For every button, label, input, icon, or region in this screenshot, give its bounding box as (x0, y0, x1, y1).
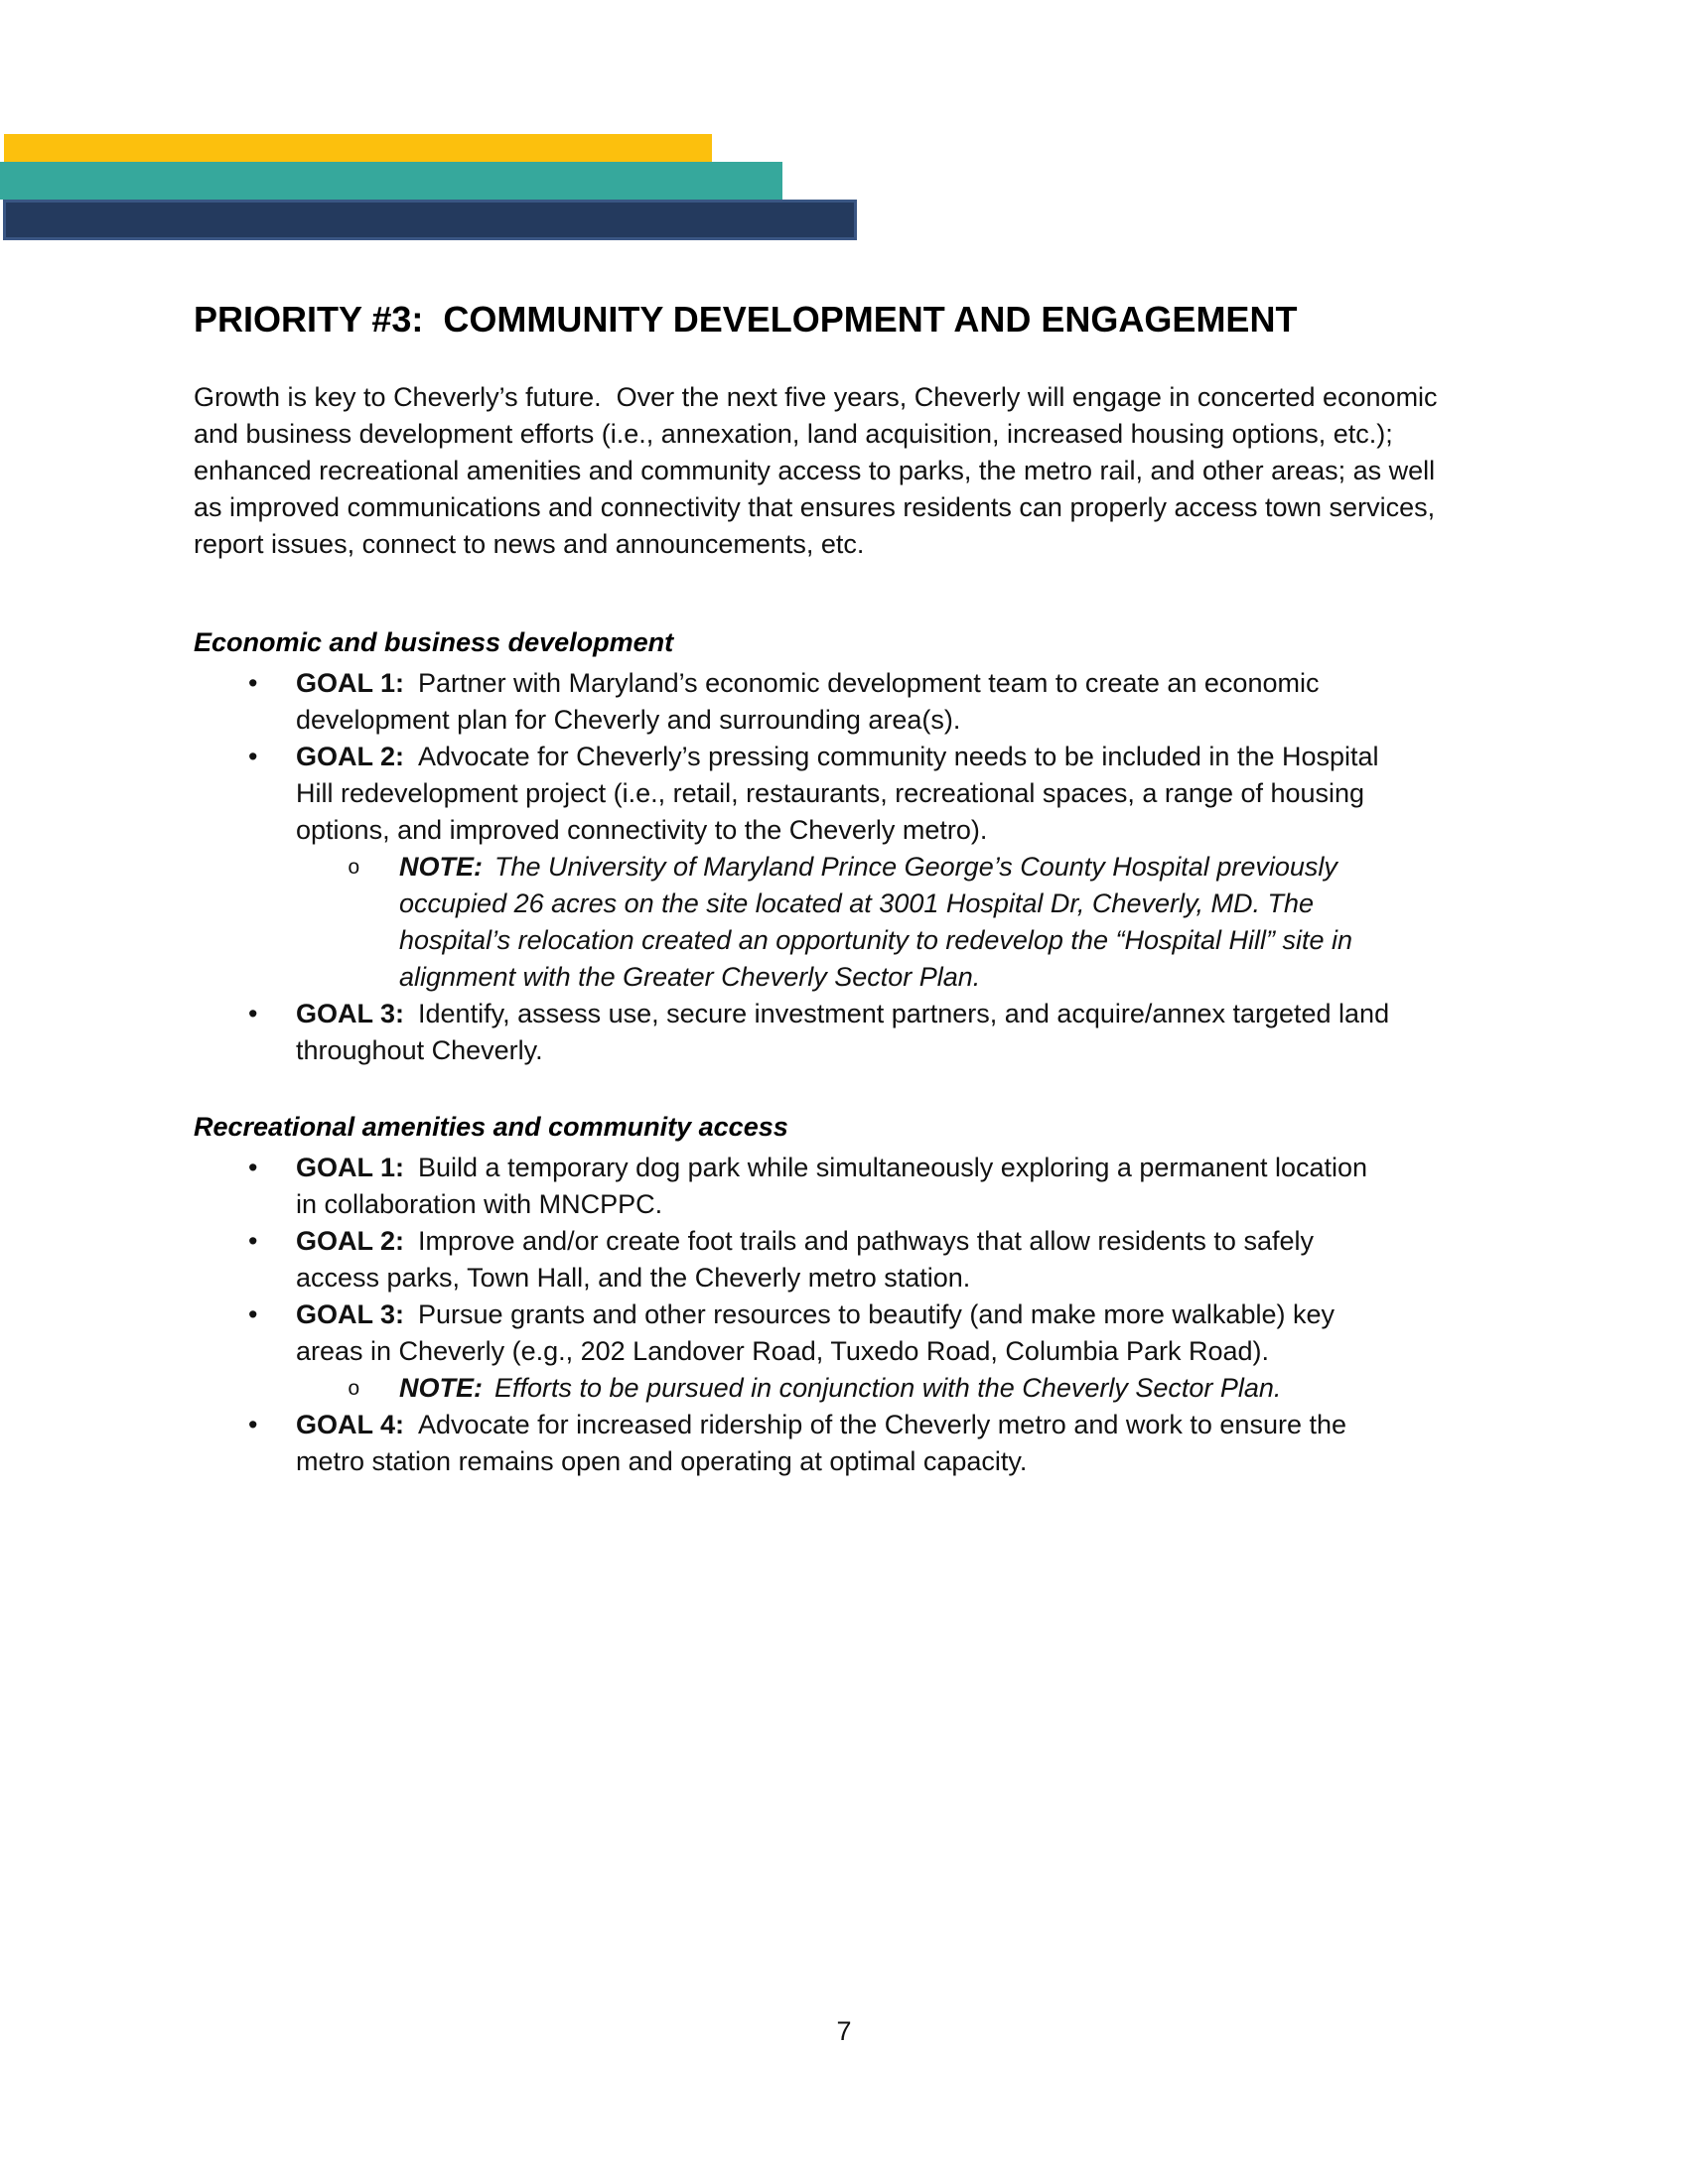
bullet-marker: • (248, 999, 258, 1028)
list-item (194, 1150, 1455, 1223)
goal-list-economic (194, 665, 1455, 1069)
list-item (194, 1297, 1455, 1370)
list-item (194, 739, 1455, 849)
section-heading-economic: Economic and business development (194, 627, 674, 657)
goal-list-recreational (194, 1150, 1455, 1480)
intro-paragraph: Growth is key to Cheverly’s future. Over the next five years, Cheverly will engage in concerted economic and business development efforts (i.e., annexation, land acquisition, increased housing options, etc.); enhanced recreational amenities and community access to parks, the metro rail, and other areas; as well as improved communications and connectivity that ensures residents can properly access town services, report issues, connect to news and announcements, etc. (194, 382, 1446, 559)
goal-label: GOAL 1: (296, 1153, 405, 1182)
goal-label: GOAL 1: (296, 668, 405, 698)
goal-label: GOAL 3: (296, 999, 405, 1028)
goal-text: Identify, assess use, secure investment partners, and acquire/annex targeted land throughout Cheverly. (296, 999, 1397, 1065)
goal-label: GOAL 3: (296, 1299, 405, 1329)
bullet-marker: • (248, 1410, 258, 1439)
bullet-marker: • (248, 742, 258, 771)
goal-text: Partner with Maryland’s economic development team to create an economic development plan for Cheverly and surrounding area(s). (296, 668, 1327, 735)
sub-bullet-marker: o (348, 1379, 360, 1402)
goal-text: Advocate for increased ridership of the Cheverly metro and work to ensure the metro station remains open and operating at optimal capacity. (296, 1410, 1354, 1476)
list-item (194, 1223, 1455, 1297)
page-number: 7 (836, 2016, 852, 2046)
goal-label: GOAL 2: (296, 742, 405, 771)
goal-text: Improve and/or create foot trails and pathways that allow residents to safely access parks, Town Hall, and the Cheverly metro station. (296, 1226, 1322, 1293)
goal-text: Advocate for Cheverly’s pressing community needs to be included in the Hospital Hill redevelopment project (i.e., retail, restaurants, recreational spaces, a range of housing options, and improved connectivity to the Cheverly metro). (296, 742, 1387, 845)
goal-label: GOAL 4: (296, 1410, 405, 1439)
bullet-marker: • (248, 1299, 258, 1329)
note-label: NOTE: (399, 1373, 483, 1403)
note-text: Efforts to be pursued in conjunction with the Cheverly Sector Plan. (494, 1373, 1282, 1403)
note-label: NOTE: (399, 852, 483, 882)
list-item (194, 996, 1455, 1069)
bullet-marker: • (248, 1226, 258, 1256)
note-item (194, 1370, 1455, 1407)
bullet-marker: • (248, 1153, 258, 1182)
goal-text: Pursue grants and other resources to beautify (and make more walkable) key areas in Cheverly (e.g., 202 Landover Road, Tuxedo Road, Columbia Park Road). (296, 1299, 1342, 1366)
note-item (194, 849, 1455, 996)
section-heading-recreational: Recreational amenities and community access (194, 1112, 788, 1142)
page-title: PRIORITY #3: COMMUNITY DEVELOPMENT AND ENGAGEMENT (194, 299, 1298, 340)
note-text: The University of Maryland Prince George’s County Hospital previously occupied 26 acres on the site located at 3001 Hospital Dr, Cheverly, MD. The hospital’s relocation created an opportunity to redevelop the “Hospital Hill” site in alignment with the Greater Cheverly Sector Plan. (399, 852, 1360, 992)
list-item (194, 1407, 1455, 1480)
list-item (194, 665, 1455, 739)
goal-label: GOAL 2: (296, 1226, 405, 1256)
sub-bullet-marker: o (348, 858, 360, 881)
goal-text: Build a temporary dog park while simultaneously exploring a permanent location in collaboration with MNCPPC. (296, 1153, 1375, 1219)
page-content (194, 0, 1455, 1480)
bullet-marker: • (248, 668, 258, 698)
